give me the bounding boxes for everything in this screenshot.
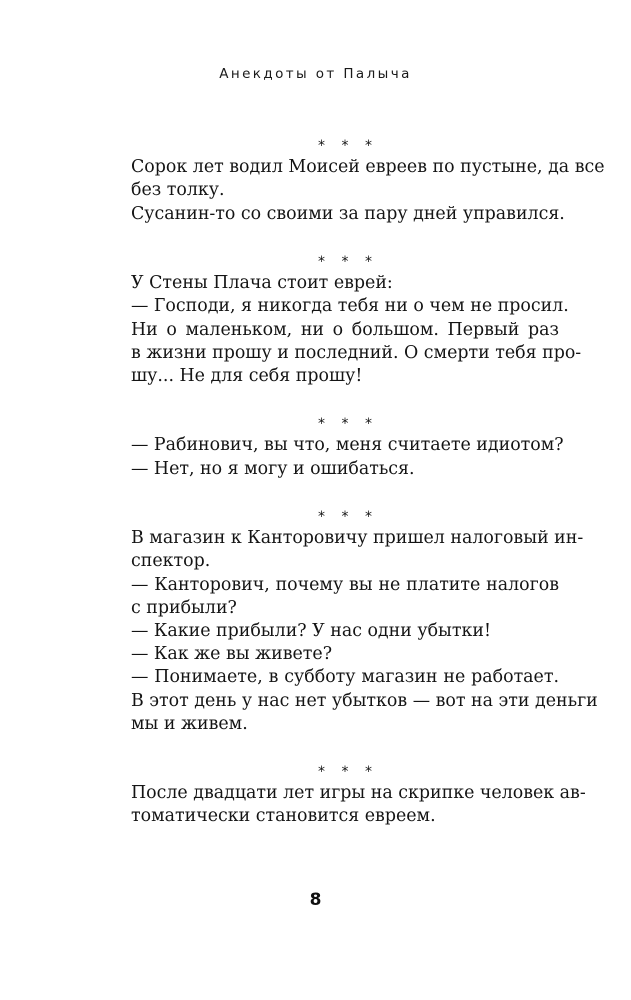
text-line: томатически становится евреем. bbox=[131, 806, 436, 827]
text-line: В магазин к Канторовичу пришел налоговый ин- bbox=[131, 528, 584, 549]
text-line: — Какие прибыли? У нас одни убытки! bbox=[131, 620, 491, 641]
section-separator: * * * bbox=[318, 253, 378, 270]
text-line: спектор. bbox=[131, 551, 211, 572]
joke-5 bbox=[131, 782, 586, 828]
text-line: После двадцати лет игры на скрипке человек ав- bbox=[131, 783, 586, 804]
text-line: — Господи, я никогда тебя ни о чем не просил. bbox=[131, 296, 569, 317]
text-line: — Канторович, почему вы не платите налогов bbox=[131, 574, 559, 595]
page-number: 8 bbox=[309, 890, 322, 910]
joke-2 bbox=[131, 272, 582, 388]
joke-1 bbox=[131, 156, 605, 226]
section-separator: * * * bbox=[318, 416, 378, 433]
text-line: с прибыли? bbox=[131, 597, 237, 618]
text-line: У Стены Плача стоит еврей: bbox=[131, 273, 393, 294]
section-separator: * * * bbox=[318, 509, 378, 525]
text-line: — Нет, но я могу и ошибаться. bbox=[131, 458, 415, 479]
section-separator: * * * bbox=[318, 764, 378, 781]
text-line: — Рабинович, вы что, меня считаете идиотом? bbox=[131, 435, 564, 456]
joke-3 bbox=[131, 434, 564, 480]
text-line: без толку. bbox=[131, 180, 225, 201]
running-title: Анекдоты от Палыча bbox=[219, 66, 412, 82]
text-line: мы и живем. bbox=[131, 713, 248, 734]
text-line: — Как же вы живете? bbox=[131, 644, 333, 665]
text-line: Сусанин-то со своими за пару дней управился. bbox=[131, 203, 565, 224]
page-body bbox=[131, 133, 605, 852]
section-separator: * * * bbox=[318, 138, 378, 154]
joke-4 bbox=[131, 527, 598, 736]
text-line: в жизни прошу и последний. О смерти тебя про- bbox=[131, 342, 582, 363]
text-line: — Понимаете, в субботу магазин не работает. bbox=[131, 667, 559, 688]
text-line: Ни о маленьком, ни о большом. Первый раз bbox=[131, 319, 559, 340]
text-line: шу... Не для себя прошу! bbox=[131, 365, 363, 386]
text-line: В этот день у нас нет убытков — вот на эти деньги bbox=[131, 690, 598, 711]
text-line: Сорок лет водил Моисей евреев по пустыне, да все bbox=[131, 157, 605, 178]
